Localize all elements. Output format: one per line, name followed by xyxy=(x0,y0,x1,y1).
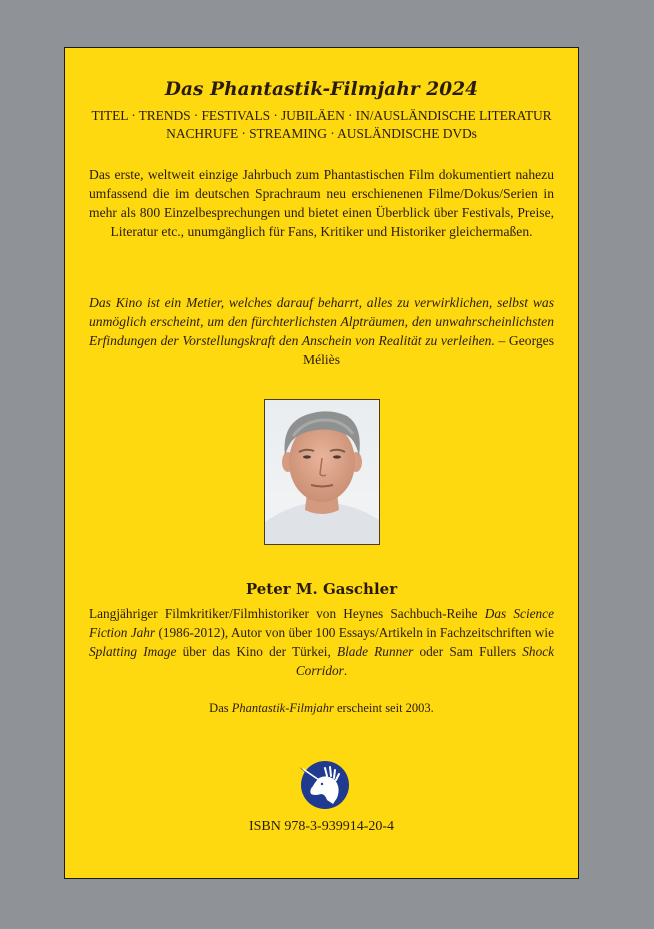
intro-paragraph: Das erste, weltweit einzige Jahrbuch zum Phantastischen Film dokumentiert nahezu umfassend die im deutschen Sprachraum neu erschienenen Filme/Dokus/Serien in mehr als 800 Einzelbesprechungen und bietet einen Überblick über Festivals, Preise, Literatur etc., unumgänglich für Fans, Kritiker und Historiker gleichermaßen. xyxy=(89,167,554,239)
topics-line-1: TITEL · TRENDS · FESTIVALS · JUBILÄEN · IN/AUSLÄNDISCHE LITERATUR xyxy=(91,108,552,123)
bio-title-sf-jahr: Das Science Fiction Jahr xyxy=(89,606,554,640)
quote-attribution: – Georges Méliès xyxy=(303,333,554,367)
bio-text: (1986-2012), Autor von über 100 Essays/Artikeln in Fachzeitschriften wie xyxy=(155,625,554,640)
bio-text: über das Kino der Türkei, xyxy=(176,644,337,659)
since-prefix: Das xyxy=(209,701,232,715)
bio-text: oder Sam Fullers xyxy=(413,644,523,659)
melies-quote xyxy=(89,293,554,369)
isbn: ISBN 978-3-939914-20-4 xyxy=(248,819,395,834)
since-series-title: Phantastik-Filmjahr xyxy=(231,701,334,715)
topics-line-2: NACHRUFE · STREAMING · AUSLÄNDISCHE DVDs xyxy=(166,126,477,141)
published-since-note xyxy=(65,701,578,716)
author-portrait-image xyxy=(265,400,379,544)
quote-text: Das Kino ist ein Metier, welches darauf beharrt, alles zu verwirklichen, selbst was unmöglich erscheint, um den fürchterlichsten Alpträumen, den unwahrscheinlichsten Erfindungen der Vorstellungskraft den Anschein von Realität zu verleihen. xyxy=(89,295,554,348)
book-back-cover xyxy=(64,47,579,879)
author-bio xyxy=(89,604,554,680)
author-name: Peter M. Gaschler xyxy=(245,580,398,598)
unicorn-logo-icon xyxy=(297,758,349,810)
bio-title-splatting-image: Splatting Image xyxy=(89,644,177,659)
since-suffix: erscheint seit 2003. xyxy=(333,701,434,715)
book-title: Das Phantastik-Filmjahr 2024 xyxy=(164,79,479,100)
bio-title-shock-corridor: Shock Corridor xyxy=(295,644,555,678)
bio-title-blade-runner: Blade Runner xyxy=(336,644,414,659)
author-photo xyxy=(264,399,380,545)
bio-text: . xyxy=(343,663,348,678)
bio-text: Langjähriger Filmkritiker/Filmhistoriker von Heynes Sachbuch-Reihe xyxy=(89,606,485,621)
topics-list xyxy=(85,107,558,143)
